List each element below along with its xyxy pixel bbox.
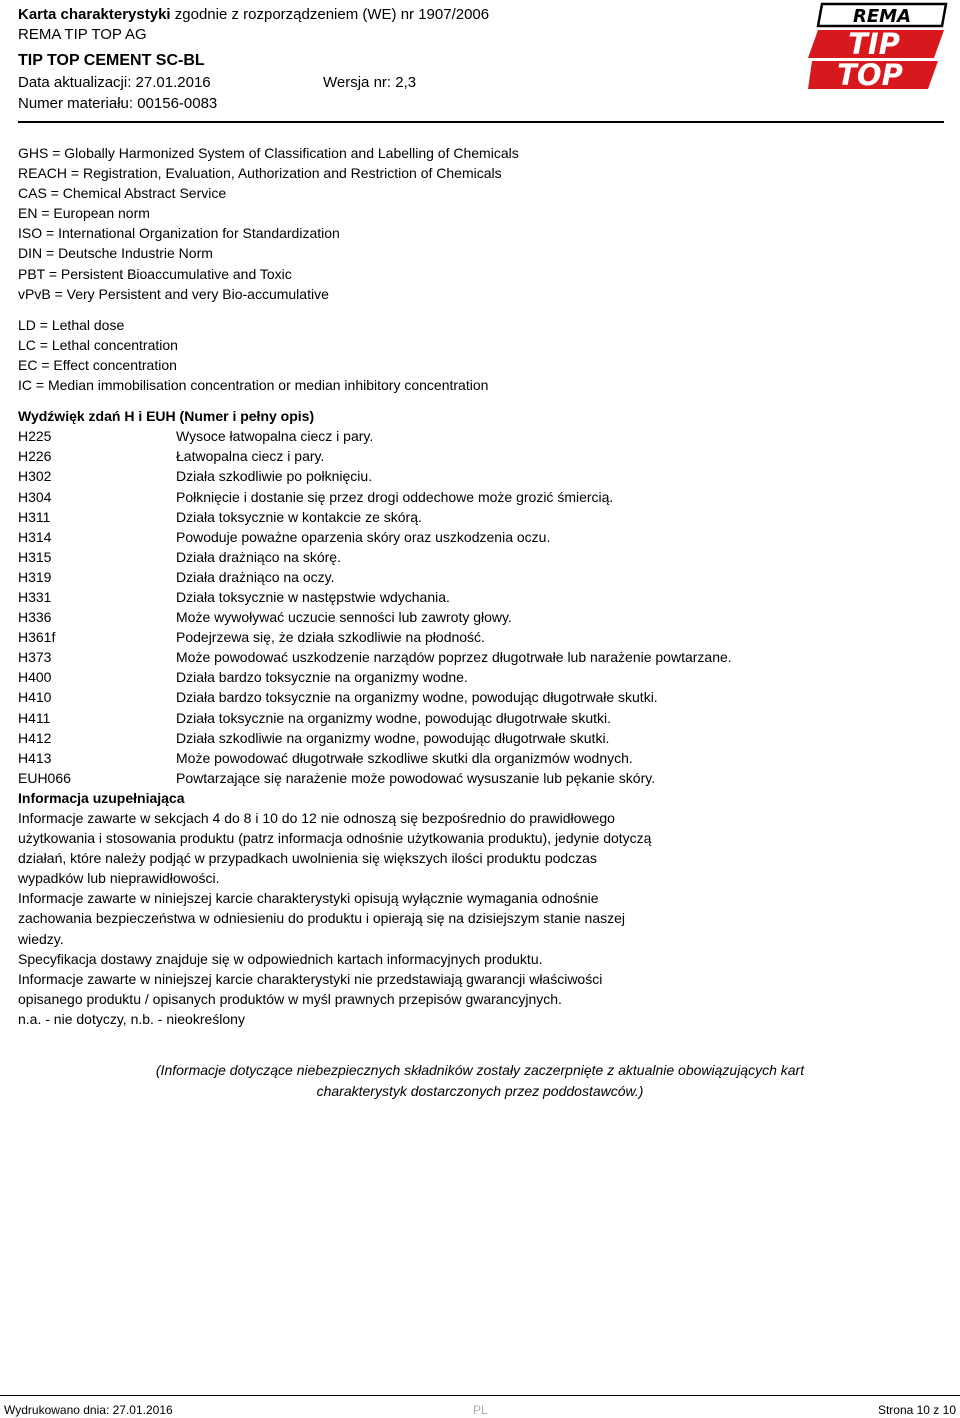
h-statement-row <box>18 587 938 607</box>
h-statement-row <box>18 728 938 748</box>
material-number: Numer materiału: 00156-0083 <box>18 95 218 112</box>
h-code: H373 <box>18 649 52 666</box>
h-code: H400 <box>18 669 52 686</box>
h-text: Podejrzewa się, że działa szkodliwie na płodność. <box>176 629 485 646</box>
company-name: REMA TIP TOP AG <box>18 26 147 43</box>
h-text: Może wywoływać uczucie senności lub zawroty głowy. <box>176 609 512 626</box>
h-text: Działa bardzo toksycznie na organizmy wodne, powodując długotrwałe skutki. <box>176 689 658 706</box>
abbreviation-item: ISO = International Organization for Standardization <box>18 225 340 242</box>
h-statement-row <box>18 547 938 567</box>
logo-text-tip: TIP <box>848 27 900 61</box>
h-code: H413 <box>18 749 52 766</box>
h-text: Działa szkodliwie po połknięciu. <box>176 468 373 485</box>
abbreviations-list <box>18 143 938 304</box>
revision-date: Data aktualizacji: 27.01.2016 <box>18 74 211 91</box>
h-statements-heading: Wydźwięk zdań H i EUH (Numer i pełny opis) <box>18 408 315 425</box>
h-statement-row <box>18 687 938 707</box>
info-line: wiedzy. <box>18 930 64 947</box>
supplier-data-note <box>100 1060 860 1102</box>
info-line: użytkowania i stosowania produktu (patrz informacja odnośnie użytkowania produktu), jedynie dotyczą <box>18 830 652 847</box>
h-text: Działa bardzo toksycznie na organizmy wodne. <box>176 669 468 686</box>
h-code: H304 <box>18 488 52 505</box>
h-code: H331 <box>18 588 52 605</box>
product-name: TIP TOP CEMENT SC-BL <box>18 52 205 69</box>
abbreviation-item: EC = Effect concentration <box>18 356 177 373</box>
h-text: Działa toksycznie na organizmy wodne, powodując długotrwałe skutki. <box>176 709 611 726</box>
h-statement-row <box>18 748 938 768</box>
h-code: H319 <box>18 568 52 585</box>
abbreviation-item: REACH = Registration, Evaluation, Authorization and Restriction of Chemicals <box>18 165 502 182</box>
info-line: wypadków lub nieprawidłowości. <box>18 870 220 887</box>
h-text: Działa toksycznie w kontakcie ze skórą. <box>176 508 422 525</box>
abbreviation-item: DIN = Deutsche Industrie Norm <box>18 245 213 262</box>
version-number: Wersja nr: 2,3 <box>323 74 417 91</box>
regulation-reference: zgodnie z rozporządzeniem (WE) nr 1907/2006 <box>174 6 490 23</box>
logo-text-top: TOP <box>837 58 903 92</box>
h-code: EUH066 <box>18 769 71 786</box>
h-text: Działa drażniąco na skórę. <box>176 548 341 565</box>
abbreviation-item: LC = Lethal concentration <box>18 336 178 353</box>
h-statements-table <box>18 426 938 788</box>
h-statement-row <box>18 647 938 667</box>
header-divider <box>18 121 944 123</box>
printed-date: Wydrukowano dnia: 27.01.2016 <box>4 1403 173 1417</box>
h-statement-row <box>18 768 938 788</box>
note-line: charakterystyk dostarczonych przez poddostawców.) <box>316 1083 644 1099</box>
h-statement-row <box>18 466 938 486</box>
h-text: Wysoce łatwopalna ciecz i pary. <box>176 428 374 445</box>
abbreviation-item: vPvB = Very Persistent and very Bio-accumulative <box>18 285 329 302</box>
h-statement-row <box>18 527 938 547</box>
h-code: H302 <box>18 468 52 485</box>
toxicity-abbreviations-list <box>18 315 938 395</box>
h-statement-row <box>18 627 938 647</box>
info-line: Informacje zawarte w sekcjach 4 do 8 i 10 do 12 nie odnoszą się bezpośrednio do prawidłowego <box>18 810 615 826</box>
h-statement-row <box>18 667 938 687</box>
info-line: Informacje zawarte w niniejszej karcie charakterystyki nie przedstawiają gwarancji właściwości <box>18 970 603 987</box>
h-text: Połknięcie i dostanie się przez drogi oddechowe może grozić śmiercią. <box>176 488 614 505</box>
h-text: Działa szkodliwie na organizmy wodne, powodując długotrwałe skutki. <box>176 729 610 746</box>
h-code: H225 <box>18 428 52 445</box>
footer-divider <box>0 1395 960 1396</box>
info-line: opisanego produktu / opisanych produktów w myśl prawnych przepisów gwarancyjnych. <box>18 990 562 1007</box>
document-type-title: Karta charakterystyki <box>18 6 171 23</box>
h-code: H314 <box>18 528 52 545</box>
document-type-line <box>18 5 489 25</box>
document-header <box>18 0 948 122</box>
info-line: n.a. - nie dotyczy, n.b. - nieokreślony <box>18 1010 245 1027</box>
note-line: (Informacje dotyczące niebezpiecznych składników zostały zaczerpnięte z aktualnie obowiązujących kart <box>155 1062 805 1078</box>
h-code: H226 <box>18 448 52 465</box>
h-code: H361f <box>18 629 56 646</box>
h-text: Działa drażniąco na oczy. <box>176 568 335 585</box>
info-line: zachowania bezpieczeństwa w odniesieniu do produktu i opierają się na dzisiejszym stanie naszej <box>18 910 626 927</box>
h-text: Działa toksycznie w następstwie wdychania. <box>176 588 450 605</box>
abbreviation-item: CAS = Chemical Abstract Service <box>18 185 227 202</box>
logo-text-rema: REMA <box>853 6 911 27</box>
h-code: H412 <box>18 729 52 746</box>
h-code: H410 <box>18 689 52 706</box>
h-text: Powoduje poważne oparzenia skóry oraz uszkodzenia oczu. <box>176 528 551 545</box>
additional-info-text <box>18 808 938 1029</box>
info-line: działań, które należy podjąć w przypadkach uwolnienia się większych ilości produktu podczas <box>18 850 597 867</box>
h-code: H315 <box>18 548 52 565</box>
h-text: Może powodować uszkodzenie narządów poprzez długotrwałe lub narażenie powtarzane. <box>176 649 732 666</box>
abbreviation-item: IC = Median immobilisation concentration or median inhibitory concentration <box>18 377 489 394</box>
h-statement-row <box>18 507 938 527</box>
h-statement-row <box>18 487 938 507</box>
abbreviation-item: LD = Lethal dose <box>18 316 125 333</box>
document-body <box>18 143 938 1029</box>
h-statement-row <box>18 708 938 728</box>
h-statement-row <box>18 426 938 446</box>
info-line: Informacje zawarte w niniejszej karcie charakterystyki opisują wyłącznie wymagania odnośnie <box>18 890 599 907</box>
additional-info-heading: Informacja uzupełniająca <box>18 789 185 806</box>
h-statement-row <box>18 446 938 466</box>
h-code: H336 <box>18 609 52 626</box>
h-text: Powtarzające się narażenie może powodować wysuszanie lub pękanie skóry. <box>176 769 656 786</box>
h-code: H411 <box>18 709 51 726</box>
abbreviation-item: EN = European norm <box>18 205 150 222</box>
abbreviation-item: PBT = Persistent Bioaccumulative and Toxic <box>18 265 292 282</box>
page-number: Strona 10 z 10 <box>877 1403 956 1417</box>
language-code: PL <box>473 1403 488 1417</box>
info-line: Specyfikacja dostawy znajduje się w odpowiednich kartach informacyjnych produktu. <box>18 950 543 967</box>
h-statement-row <box>18 607 938 627</box>
h-code: H311 <box>18 508 51 525</box>
abbreviation-item: GHS = Globally Harmonized System of Classification and Labelling of Chemicals <box>18 145 519 161</box>
rema-tip-top-logo <box>808 0 948 92</box>
h-statement-row <box>18 567 938 587</box>
h-text: Łatwopalna ciecz i pary. <box>176 448 325 465</box>
h-text: Może powodować długotrwałe szkodliwe skutki dla organizmów wodnych. <box>176 749 633 766</box>
